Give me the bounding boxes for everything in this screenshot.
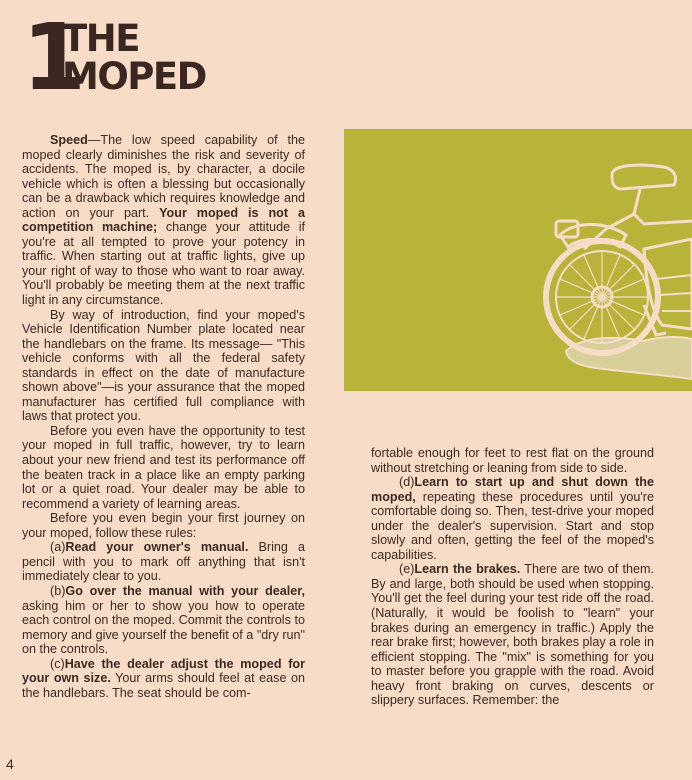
rule-b-text: asking him or her to show you how to operate each control on the moped. Commit the controls to memory and give yourself the benefit of a "dry run" on the controls. — [22, 598, 305, 657]
chapter-heading — [22, 4, 282, 111]
chapter-title-line-1: THE — [62, 17, 139, 60]
speed-lead: Speed — [50, 133, 88, 147]
paragraph-vin: By way of introduction, find your moped's Vehicle Identification Number plate located near the handlebars on the frame. Its message— "This vehicle conforms with all the federal safety standards in effect on the date of manufacture shown above"—is your assurance that the moped manufacturer has certified full compliance with laws that protect you. — [22, 307, 305, 424]
rule-d-text: repeating these procedures until you're comfortable doing so. Then, test-drive your moped under the dealer's supervision. Start and stop slowly and often, getting the feel of the moped's capabilities. — [371, 489, 654, 562]
chapter-title-line-2: MOPED — [62, 55, 206, 98]
speed-text-2: change your attitude if you're at all tempted to prove your potency in traffic. When starting out at traffic lights, give up your right of way to those who want to roar away. You'll probably be meeting them at the next traffic light in any circumstance. — [22, 220, 305, 308]
frame-top — [634, 189, 692, 224]
paragraph-speed — [22, 133, 305, 308]
page-number: 4 — [6, 756, 14, 772]
rule-c-bold: Have the dealer adjust the moped for your own size. — [22, 656, 305, 686]
moped-illustration-svg — [344, 129, 692, 391]
rule-d-bold: Learn to start up and shut down the moped, — [371, 475, 654, 504]
rule-a-text: Bring a pencil with you to mark off anything that isn't immediately clear to you. — [22, 540, 305, 584]
rule-d — [371, 475, 654, 562]
wheel-spokes — [556, 251, 648, 343]
rule-a — [22, 540, 305, 584]
engine-body — [644, 239, 692, 329]
paragraph-rules-intro: Before you even begin your first journey on your moped, follow these rules: — [22, 511, 305, 540]
rule-c-prefix: (c) — [50, 656, 65, 671]
paragraph-test: Before you even have the opportunity to test your moped in full traffic, however, try to learn about your new friend and test its performance off the beaten track in a place like an empty parking lot or a quiet road. Your dealer may be able to recommend a variety of learning areas. — [22, 423, 305, 511]
rule-b — [22, 584, 305, 657]
moped-rear-illustration — [344, 129, 692, 391]
rule-b-prefix: (b) — [50, 583, 66, 598]
paragraph-seat-continued: fortable enough for feet to rest flat on the ground without stretching or leaning from side to side. — [371, 446, 654, 475]
speed-text: —The low speed capability of the moped clearly diminishes the risk and severity of accidents. The moped is, by character, a docile vehicle which is often a blessing but occasionally can be a drawback which requires knowledge and action on your part. — [22, 133, 305, 220]
rule-a-prefix: (a) — [50, 540, 66, 555]
engine-details — [656, 275, 692, 311]
rule-c — [22, 657, 305, 701]
rule-e-text: There are two of them. By and large, both should be used when stopping. You'll get the feel during your test ride off the road. (Naturally, it would be foolish to "learn" your brakes during an emergency in traffic.) Apply the rear brake first; however, both brakes play a role in efficient stopping. The "mix" is something for you to master before you grapple with the road. Avoid heavy front braking on curves, descents or slippery surfaces. Remember: the — [371, 562, 655, 708]
rule-d-prefix: (d) — [399, 475, 415, 490]
competition-warning: Your moped is not a competition machine; — [22, 205, 305, 235]
rule-e — [371, 562, 654, 707]
rule-e-bold: Learn the brakes. — [414, 562, 521, 577]
chapter-number: 1 — [22, 4, 83, 111]
left-text-column — [22, 133, 305, 700]
rule-a-bold: Read your owner's manual. — [65, 540, 249, 555]
right-text-column — [371, 446, 654, 708]
rule-b-bold: Go over the manual with your dealer, — [65, 583, 305, 598]
rule-c-text: Your arms should feel at ease on the handlebars. The seat should be com- — [22, 671, 305, 700]
seat-icon — [612, 165, 676, 189]
rule-e-prefix: (e) — [399, 562, 415, 577]
